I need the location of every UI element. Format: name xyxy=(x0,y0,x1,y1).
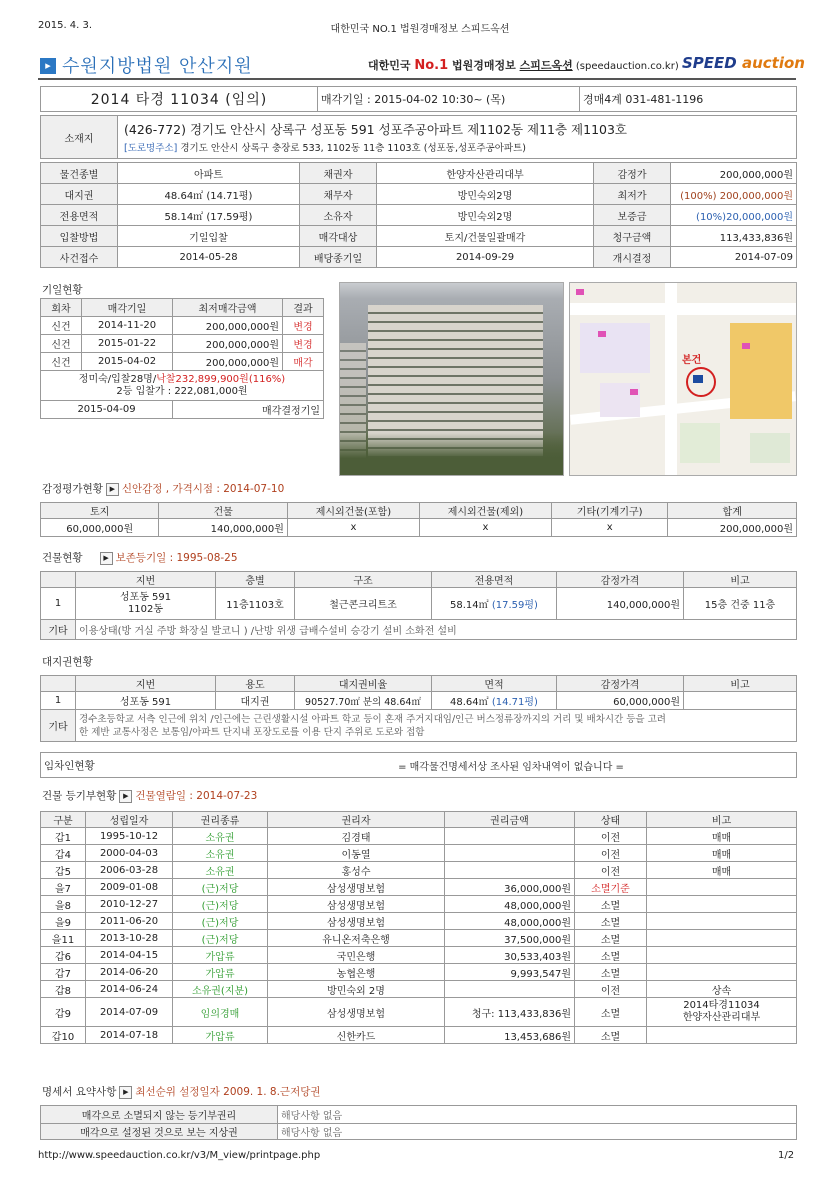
brand-logo: SPEED auction xyxy=(682,54,805,72)
appraisal-header: 제시외건물(포함) xyxy=(287,503,419,519)
registry-cell: 이전 xyxy=(575,828,647,845)
registry-cell: 소멸 xyxy=(575,930,647,947)
registry-cell: 국민은행 xyxy=(268,947,445,964)
registry-cell: 매매 xyxy=(647,828,797,845)
registry-section-title: 건물 등기부현황 ▶ 건물열람일 : 2014-07-23 xyxy=(42,790,258,802)
registry-row xyxy=(41,845,797,862)
registry-arrow-icon[interactable]: ▶ xyxy=(119,790,132,803)
registry-cell: (근)저당 xyxy=(173,913,268,930)
appraisal-section-title: 감정평가현황 ▶ 신안감정 , 가격시점 : 2014-07-10 xyxy=(42,483,285,495)
appraisal-value: x xyxy=(287,519,419,537)
info-value: 113,433,836원 xyxy=(671,226,797,247)
registry-header: 권리종류 xyxy=(173,812,268,828)
registry-cell: 소멸기준 xyxy=(575,879,647,896)
info-label: 소유자 xyxy=(300,205,377,226)
info-value: 아파트 xyxy=(118,163,300,184)
registry-cell: (근)저당 xyxy=(173,896,268,913)
footer-page: 1/2 xyxy=(778,1150,795,1161)
registry-row xyxy=(41,913,797,930)
info-value: 2014-05-28 xyxy=(118,247,300,268)
info-row xyxy=(41,163,797,184)
registry-header: 비고 xyxy=(647,812,797,828)
land-title: 대지권현황 xyxy=(42,656,93,668)
registry-cell: 소멸 xyxy=(575,1027,647,1044)
registry-cell: 가압류 xyxy=(173,1027,268,1044)
registry-cell: 소유권(지분) xyxy=(173,981,268,998)
registry-row xyxy=(41,896,797,913)
registry-cell: 소멸 xyxy=(575,913,647,930)
building-table: 지번 층별 구조 전용면적 감정가격 비고 1 성포동 591 1102동 11층1103호 철근콘크리트조 58.14㎡ (17.59평) 140,000,000원 15층 건중 11층 기타 이용상태(방 거실 주방 화장실 발코니 ) /난방 위생 급배수설비 승강기 설비 소화전 설비 xyxy=(40,571,797,640)
info-label: 매각대상 xyxy=(300,226,377,247)
registry-cell: 30,533,403원 xyxy=(445,947,575,964)
registry-row xyxy=(41,981,797,998)
registry-cell xyxy=(647,930,797,947)
registry-row xyxy=(41,828,797,845)
road-address: 경기도 안산시 상록구 충장로 533, 1102동 11층 1103호 (성포동,성포주공아파트) xyxy=(180,143,526,154)
building-row: 1 성포동 591 1102동 11층1103호 철근콘크리트조 58.14㎡ (17.59평) 140,000,000원 15층 건중 11층 xyxy=(41,588,797,620)
registry-cell xyxy=(647,1027,797,1044)
info-row xyxy=(41,205,797,226)
appraisal-value: 60,000,000원 xyxy=(41,519,159,537)
road-address-link[interactable]: [도로명주소] xyxy=(124,143,178,154)
info-label: 전용면적 xyxy=(41,205,118,226)
info-label: 개시결정 xyxy=(594,247,671,268)
registry-cell: 13,453,686원 xyxy=(445,1027,575,1044)
registry-cell: 소유권 xyxy=(173,845,268,862)
registry-cell: 갑9 xyxy=(41,998,86,1027)
info-value: 기일입찰 xyxy=(118,226,300,247)
registry-cell: 을9 xyxy=(41,913,86,930)
registry-cell: 매매 xyxy=(647,845,797,862)
sale-date: 매각기일 : 2015-04-02 10:30~ (목) xyxy=(318,87,580,112)
registry-cell: (근)저당 xyxy=(173,879,268,896)
info-value: 한양자산관리대부 xyxy=(377,163,594,184)
appraisal-header: 건물 xyxy=(159,503,288,519)
appraisal-value: x xyxy=(419,519,551,537)
registry-cell: 48,000,000원 xyxy=(445,913,575,930)
registry-cell: 37,500,000원 xyxy=(445,930,575,947)
info-label: 청구금액 xyxy=(594,226,671,247)
registry-cell: 김경태 xyxy=(268,828,445,845)
info-value: 58.14㎡ (17.59평) xyxy=(118,205,300,226)
info-value: 200,000,000원 xyxy=(671,163,797,184)
registry-cell: 농협은행 xyxy=(268,964,445,981)
info-label: 물건종별 xyxy=(41,163,118,184)
registry-cell: 갑6 xyxy=(41,947,86,964)
registry-cell: 갑7 xyxy=(41,964,86,981)
appraisal-table xyxy=(40,502,797,537)
history-row: 신건 2014-11-20 200,000,000원 변경 xyxy=(41,317,324,335)
registry-cell: 유니온저축은행 xyxy=(268,930,445,947)
info-label: 채권자 xyxy=(300,163,377,184)
building-section-title: 건물현황 ▶ 보존등기일 : 1995-08-25 xyxy=(42,552,238,564)
location-map[interactable] xyxy=(569,282,797,476)
history-title: 기일현황 xyxy=(42,284,83,296)
appraisal-header: 제시외건물(제외) xyxy=(419,503,551,519)
registry-cell: 갑1 xyxy=(41,828,86,845)
appraisal-value: 200,000,000원 xyxy=(668,519,797,537)
target-building-icon xyxy=(693,375,703,383)
registry-header: 구분 xyxy=(41,812,86,828)
registry-cell: 을7 xyxy=(41,879,86,896)
registry-cell: 2006-03-28 xyxy=(86,862,173,879)
registry-cell: 갑10 xyxy=(41,1027,86,1044)
map-target-label: 본건 xyxy=(682,355,702,366)
land-table: 지번 용도 대지권비율 면적 감정가격 비고 1 성포동 591 대지권 90527.70㎡ 분의 48.64㎡ 48.64㎡ (14.71평) 60,000,000원 기타 경수초등학교 서측 인근에 위치 /인근에는 근린생활시설 아파트 학교 등이 혼재 주거지대임/인근 버스정류장까지의 거리 및 배차시간 등을 고려 한 제반 교통사정은 보통임/아파트 단지내 포장도로를 이용 단지 주위로 도로와 접함 xyxy=(40,675,797,742)
registry-row xyxy=(41,964,797,981)
registry-cell: 2014-07-09 xyxy=(86,998,173,1027)
registry-cell xyxy=(647,947,797,964)
registry-cell: 삼성생명보험 xyxy=(268,913,445,930)
registry-cell: 신한카드 xyxy=(268,1027,445,1044)
registry-cell: 소멸 xyxy=(575,896,647,913)
history-table xyxy=(40,298,324,419)
decision-date: 2015-04-09 xyxy=(41,401,173,419)
registry-cell: 매매 xyxy=(647,862,797,879)
info-value: 토지/건물일괄매각 xyxy=(377,226,594,247)
registry-cell: 2014-06-24 xyxy=(86,981,173,998)
history-header: 결과 xyxy=(283,299,324,317)
registry-cell: 48,000,000원 xyxy=(445,896,575,913)
registry-cell: 소멸 xyxy=(575,947,647,964)
summary-table: 매각으로 소멸되지 않는 등기부권리 해당사항 없음 매각으로 설정된 것으로 보는 지상권 해당사항 없음 xyxy=(40,1105,797,1140)
registry-cell xyxy=(445,862,575,879)
info-value: 방민숙외2명 xyxy=(377,205,594,226)
info-value: 방민숙외2명 xyxy=(377,184,594,205)
summary-section-title: 명세서 요약사항 ▶ 최선순위 설정일자 2009. 1. 8.근저당권 xyxy=(42,1086,321,1098)
footer-url[interactable]: http://www.speedauction.co.kr/v3/M_view/printpage.php xyxy=(38,1150,321,1161)
registry-cell xyxy=(445,828,575,845)
history-row: 신건 2015-04-02 200,000,000원 매각 xyxy=(41,353,324,371)
history-header: 최저매각금액 xyxy=(173,299,283,317)
appraisal-header: 합계 xyxy=(668,503,797,519)
building-photo[interactable] xyxy=(339,282,564,476)
info-label: 보증금 xyxy=(594,205,671,226)
history-row: 신건 2015-01-22 200,000,000원 변경 xyxy=(41,335,324,353)
info-label: 채무자 xyxy=(300,184,377,205)
appraisal-value: x xyxy=(551,519,668,537)
print-date: 2015. 4. 3. xyxy=(38,20,93,31)
registry-cell: 소유권 xyxy=(173,862,268,879)
registry-cell: 소멸 xyxy=(575,998,647,1027)
registry-cell: 2013-10-28 xyxy=(86,930,173,947)
registry-cell: 이전 xyxy=(575,981,647,998)
info-value: (100%) 200,000,000원 xyxy=(671,184,797,205)
info-row xyxy=(41,247,797,268)
info-row xyxy=(41,226,797,247)
history-header: 매각기일 xyxy=(82,299,173,317)
info-label: 배당종기일 xyxy=(300,247,377,268)
court-dept: 경매4계 031-481-1196 xyxy=(580,87,797,112)
registry-cell: (근)저당 xyxy=(173,930,268,947)
address-main: (426-772) 경기도 안산시 상록구 성포동 591 성포주공아파트 제1102동 제11층 제1103호 xyxy=(124,122,628,137)
registry-header: 성립일자 xyxy=(86,812,173,828)
tenant-box: 임차인현황 = 매각물건명세서상 조사된 임차내역이 없습니다 = xyxy=(40,752,797,778)
info-row xyxy=(41,184,797,205)
registry-cell: 삼성생명보험 xyxy=(268,998,445,1027)
registry-cell: 2011-06-20 xyxy=(86,913,173,930)
registry-cell: 가압류 xyxy=(173,964,268,981)
address-label: 소재지 xyxy=(41,116,118,159)
header-divider xyxy=(38,78,796,80)
registry-cell: 1995-10-12 xyxy=(86,828,173,845)
summary-arrow-icon[interactable]: ▶ xyxy=(119,1086,132,1099)
registry-cell: 2009-01-08 xyxy=(86,879,173,896)
registry-cell: 2000-04-03 xyxy=(86,845,173,862)
appraisal-arrow-icon[interactable]: ▶ xyxy=(106,483,119,496)
registry-cell: 이전 xyxy=(575,845,647,862)
appraisal-value: 140,000,000원 xyxy=(159,519,288,537)
appraisal-header: 토지 xyxy=(41,503,159,519)
info-value: (10%)20,000,000원 xyxy=(671,205,797,226)
registry-row xyxy=(41,862,797,879)
registry-cell xyxy=(647,896,797,913)
registry-cell: 2014-06-20 xyxy=(86,964,173,981)
info-label: 입찰방법 xyxy=(41,226,118,247)
registry-table xyxy=(40,811,797,1044)
registry-cell: 을11 xyxy=(41,930,86,947)
info-label: 감정가 xyxy=(594,163,671,184)
registry-header: 권리자 xyxy=(268,812,445,828)
registry-cell: 방민숙외 2명 xyxy=(268,981,445,998)
building-etc: 이용상태(방 거실 주방 화장실 발코니 ) /난방 위생 급배수설비 승강기 설비 소화전 설비 xyxy=(76,620,797,640)
brand-slogan: 대한민국 No.1 법원경매정보 스피드옥션 (speedauction.co.kr) xyxy=(368,58,679,73)
registry-row xyxy=(41,1027,797,1044)
info-label: 사건접수 xyxy=(41,247,118,268)
registry-cell: 갑4 xyxy=(41,845,86,862)
registry-cell xyxy=(647,964,797,981)
print-title: 대한민국 NO.1 법원경매정보 스피드옥션 xyxy=(330,24,510,35)
winner-info: 정미숙/입찰28명/낙찰232,899,900원(116%) 2등 입찰가 : 222,081,000원 xyxy=(41,371,324,401)
registry-row xyxy=(41,947,797,964)
info-label: 대지권 xyxy=(41,184,118,205)
court-arrow-icon: ▸ xyxy=(40,58,56,74)
registry-header: 권리금액 xyxy=(445,812,575,828)
court-name: 수원지방법원 안산지원 xyxy=(62,56,253,77)
registry-cell: 2014-04-15 xyxy=(86,947,173,964)
registry-cell xyxy=(647,879,797,896)
registry-cell: 홍성수 xyxy=(268,862,445,879)
info-value: 2014-09-29 xyxy=(377,247,594,268)
registry-cell: 가압류 xyxy=(173,947,268,964)
info-value: 2014-07-09 xyxy=(671,247,797,268)
registry-cell: 2014-07-18 xyxy=(86,1027,173,1044)
registry-row xyxy=(41,879,797,896)
registry-row xyxy=(41,998,797,1027)
case-number: 2014 타경 11034 (임의) xyxy=(41,87,318,112)
registry-cell: 2014타경11034 한양자산관리대부 xyxy=(647,998,797,1027)
registry-cell: 청구: 113,433,836원 xyxy=(445,998,575,1027)
registry-cell: 소유권 xyxy=(173,828,268,845)
registry-cell: 을8 xyxy=(41,896,86,913)
registry-cell xyxy=(647,913,797,930)
registry-cell: 삼성생명보험 xyxy=(268,879,445,896)
registry-cell xyxy=(445,845,575,862)
registry-cell: 2010-12-27 xyxy=(86,896,173,913)
appraisal-header: 기타(기계기구) xyxy=(551,503,668,519)
registry-cell: 삼성생명보험 xyxy=(268,896,445,913)
land-row: 1 성포동 591 대지권 90527.70㎡ 분의 48.64㎡ 48.64㎡ (14.71평) 60,000,000원 xyxy=(41,692,797,710)
info-table xyxy=(40,162,797,268)
case-table xyxy=(40,86,797,112)
registry-cell: 임의경매 xyxy=(173,998,268,1027)
registry-header: 상태 xyxy=(575,812,647,828)
registry-cell: 9,993,547원 xyxy=(445,964,575,981)
info-label: 최저가 xyxy=(594,184,671,205)
registry-cell: 이동열 xyxy=(268,845,445,862)
info-value: 48.64㎡ (14.71평) xyxy=(118,184,300,205)
registry-cell: 36,000,000원 xyxy=(445,879,575,896)
registry-cell: 상속 xyxy=(647,981,797,998)
building-arrow-icon[interactable]: ▶ xyxy=(100,552,113,565)
decision-label: 매각결정기일 xyxy=(173,401,324,419)
registry-cell: 이전 xyxy=(575,862,647,879)
registry-cell: 갑5 xyxy=(41,862,86,879)
address-table xyxy=(40,115,797,159)
registry-cell: 소멸 xyxy=(575,964,647,981)
land-etc: 경수초등학교 서측 인근에 위치 /인근에는 근린생활시설 아파트 학교 등이 혼재 주거지대임/인근 버스정류장까지의 거리 및 배차시간 등을 고려 한 제반 교통사정은 보통임/아파트 단지내 포장도로를 이용 단지 주위로 도로와 접함 xyxy=(76,710,797,742)
registry-cell: 갑8 xyxy=(41,981,86,998)
registry-row xyxy=(41,930,797,947)
history-header: 회차 xyxy=(41,299,82,317)
registry-cell xyxy=(445,981,575,998)
